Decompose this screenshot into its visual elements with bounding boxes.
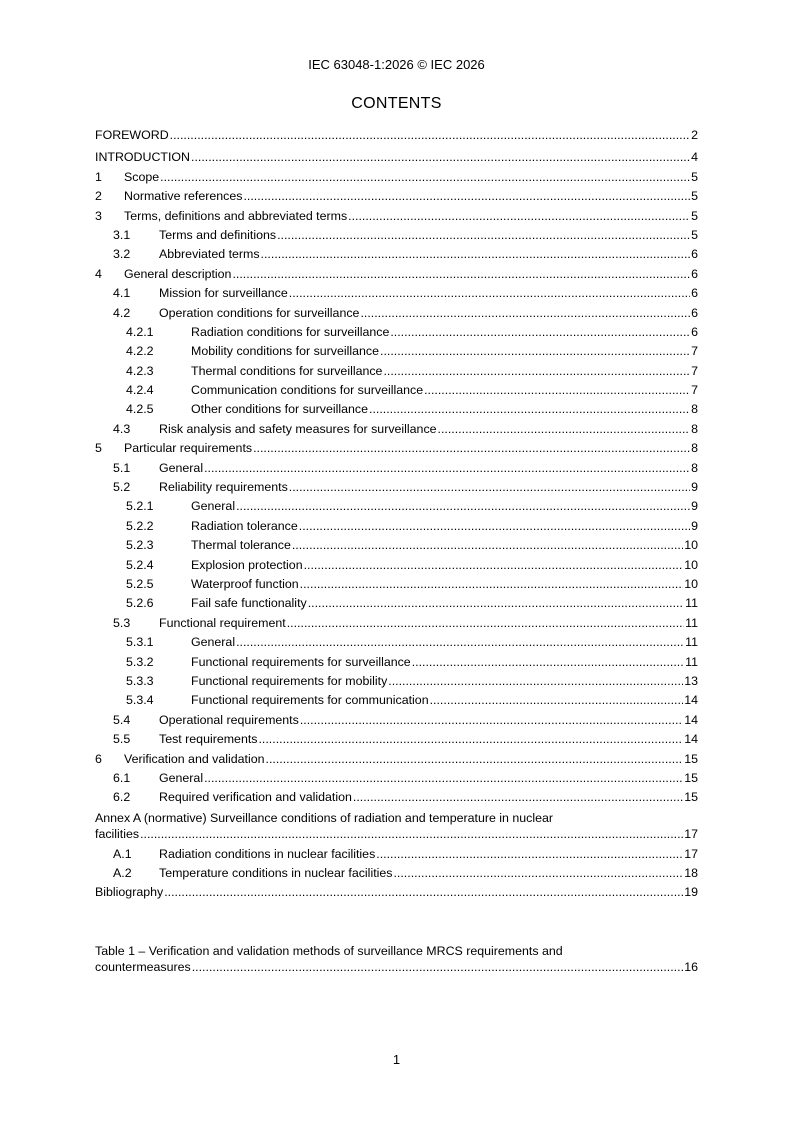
- dot-leader: [308, 594, 684, 613]
- toc-entry-title: Temperature conditions in nuclear facilities: [159, 866, 393, 881]
- toc-entry-page: 5: [691, 227, 698, 242]
- toc-entry-number: 3.1: [113, 227, 131, 242]
- toc-entry[interactable]: [95, 633, 698, 652]
- toc-entry-page: 6: [691, 266, 698, 281]
- toc-entry[interactable]: [95, 883, 698, 902]
- toc-entry-page: 5: [691, 169, 698, 184]
- toc-entry[interactable]: [95, 517, 698, 536]
- toc-entry[interactable]: [95, 711, 698, 730]
- toc-entry-title: Risk analysis and safety measures for surveillance: [159, 421, 437, 436]
- toc-entry-number: 4.2.1: [126, 324, 154, 339]
- dot-leader: [236, 633, 684, 652]
- dot-leader: [353, 788, 683, 807]
- toc-entry-title: Fail safe functionality: [191, 596, 307, 611]
- toc-entry[interactable]: [95, 653, 698, 672]
- dot-leader: [289, 478, 690, 497]
- toc-entry[interactable]: [95, 497, 698, 516]
- toc-entry[interactable]: [95, 672, 698, 691]
- toc-entry-number: 5.2: [113, 480, 131, 495]
- dot-leader: [164, 883, 683, 902]
- toc-entry[interactable]: [95, 304, 698, 323]
- toc-entry[interactable]: [95, 420, 698, 439]
- toc-entry-page: 15: [684, 770, 698, 785]
- toc-entry-title: Waterproof function: [191, 576, 299, 591]
- dot-leader: [204, 769, 683, 788]
- toc-entry-page: 2: [691, 128, 698, 142]
- toc-entry[interactable]: [95, 478, 698, 497]
- toc-entry-number: 6.2: [113, 790, 131, 805]
- toc-entry-number: 5.3.2: [126, 654, 154, 669]
- dot-leader: [393, 864, 683, 883]
- dot-leader: [191, 148, 690, 167]
- dot-leader: [261, 245, 691, 264]
- toc-entry[interactable]: [95, 126, 698, 145]
- dot-leader: [390, 323, 690, 342]
- toc-entry-number: 3: [95, 208, 102, 223]
- dot-leader: [292, 536, 683, 555]
- toc-entry[interactable]: [95, 342, 698, 361]
- dot-leader: [360, 304, 690, 323]
- toc-entry-number: 4.2.2: [126, 344, 154, 359]
- toc-entry-page: 11: [685, 635, 698, 650]
- toc-entry-page: 6: [691, 324, 698, 339]
- toc-entry-page: 8: [691, 460, 698, 475]
- dot-leader: [140, 826, 683, 842]
- toc-entry-page: 14: [684, 693, 698, 708]
- page-number: 1: [392, 1052, 401, 1067]
- toc-entry-number: 4.3: [113, 421, 131, 436]
- annex-entry[interactable]: [95, 810, 698, 842]
- toc-entry-page: 18: [684, 866, 698, 881]
- annex-entry-page: 17: [684, 826, 698, 841]
- toc-entry-page: 17: [684, 846, 698, 861]
- toc-entry-title: Mission for surveillance: [159, 286, 288, 301]
- dot-leader: [300, 575, 684, 594]
- dot-leader: [243, 187, 690, 206]
- toc-entry-number: 5.2.2: [126, 518, 154, 533]
- dot-leader: [258, 730, 683, 749]
- toc-entry-number: 1: [95, 169, 102, 184]
- toc-entry-page: 9: [691, 499, 698, 514]
- list-of-tables: [95, 943, 698, 975]
- toc-entry-page: 5: [691, 208, 698, 223]
- dot-leader: [170, 126, 690, 145]
- toc-entry[interactable]: [95, 788, 698, 807]
- toc-entry-title: Operational requirements: [159, 712, 299, 727]
- toc-entry[interactable]: [95, 187, 698, 206]
- dot-leader: [424, 381, 690, 400]
- toc-entry-title: Terms, definitions and abbreviated terms: [124, 208, 348, 223]
- dot-leader: [304, 556, 684, 575]
- annex-entry-title-continued: facilities: [95, 826, 140, 841]
- toc-entry-page: 6: [691, 286, 698, 301]
- dot-leader: [383, 362, 690, 381]
- toc-entry[interactable]: [95, 730, 698, 749]
- toc-entry[interactable]: [95, 614, 698, 633]
- dot-leader: [277, 226, 690, 245]
- toc-entry-page: 9: [691, 480, 698, 495]
- dot-leader: [376, 845, 683, 864]
- toc-entry[interactable]: [95, 245, 698, 264]
- toc-entry-number: 5: [95, 441, 102, 456]
- toc-entry-page: 9: [691, 518, 698, 533]
- toc-entry-number: 2: [95, 189, 102, 204]
- toc-entry-title: Normative references: [124, 189, 243, 204]
- toc-entry[interactable]: [95, 864, 698, 883]
- toc-entry-page: 11: [685, 654, 698, 669]
- toc-entry-title: Required verification and validation: [159, 790, 352, 805]
- toc-entry-page: 19: [684, 885, 698, 900]
- toc-entry-number: 5.3.3: [126, 673, 154, 688]
- toc-entry-title: General: [191, 635, 236, 650]
- toc-entry-title: Radiation conditions for surveillance: [191, 324, 390, 339]
- toc-entry-title: General description: [124, 266, 232, 281]
- toc-entry-page: 8: [691, 402, 698, 417]
- toc-entry-title: Bibliography: [95, 885, 164, 900]
- dot-leader: [348, 207, 690, 226]
- toc-entry[interactable]: [95, 323, 698, 342]
- toc-entry-title: Functional requirements for mobility: [191, 673, 388, 688]
- toc-entry[interactable]: [95, 691, 698, 710]
- toc-entry[interactable]: [95, 536, 698, 555]
- toc-entry-page: 7: [691, 383, 698, 398]
- toc-entry-page: 11: [685, 615, 698, 630]
- toc-entry-title: Verification and validation: [124, 751, 265, 766]
- toc-entry-number: 4.2.3: [126, 363, 154, 378]
- toc-entry-title: INTRODUCTION: [95, 150, 190, 165]
- toc-entry-number: 5.5: [113, 732, 131, 747]
- toc-entry-title: FOREWORD: [95, 128, 169, 142]
- toc-entry-page: 8: [691, 441, 698, 456]
- toc-entry-number: 4: [95, 266, 102, 281]
- dot-leader: [160, 168, 690, 187]
- page-header: IEC 63048-1:2026 © IEC 2026: [308, 57, 485, 72]
- toc-entry-number: A.1: [113, 846, 132, 861]
- toc-entry-number: 5.2.6: [126, 596, 154, 611]
- dot-leader: [388, 672, 683, 691]
- toc-entry-page: 10: [684, 557, 698, 572]
- toc-entry-title: General: [191, 499, 236, 514]
- toc-entry-number: 5.4: [113, 712, 131, 727]
- dot-leader: [299, 517, 690, 536]
- toc-entry-number: 5.1: [113, 460, 131, 475]
- toc-entry[interactable]: [95, 845, 698, 864]
- toc-entry-page: 14: [684, 712, 698, 727]
- toc-entry-page: 10: [684, 576, 698, 591]
- dot-leader: [232, 265, 690, 284]
- toc-entry-page: 5: [691, 189, 698, 204]
- toc-entry-title: Reliability requirements: [159, 480, 288, 495]
- dot-leader: [266, 750, 684, 769]
- toc-entry-page: 13: [684, 673, 698, 688]
- toc-entry-title: General: [159, 770, 204, 785]
- toc-entry-number: 5.2.1: [126, 499, 154, 514]
- toc-entry-page: 4: [691, 150, 698, 165]
- toc-entry-title: Explosion protection: [191, 557, 303, 572]
- toc-entry-title: Test requirements: [159, 732, 258, 747]
- toc-entry-title: Other conditions for surveillance: [191, 402, 368, 417]
- toc-entry-title: Functional requirement: [159, 615, 286, 630]
- toc-entry[interactable]: [95, 400, 698, 419]
- dot-leader: [430, 691, 684, 710]
- toc-entry[interactable]: [95, 556, 698, 575]
- toc-entry-number: 4.2: [113, 305, 131, 320]
- dot-leader: [204, 459, 690, 478]
- toc-entry-number: 5.3.4: [126, 693, 154, 708]
- toc-entry-title: Terms and definitions: [159, 227, 277, 242]
- toc-entry-title: Radiation conditions in nuclear facilities: [159, 846, 376, 861]
- toc-entry[interactable]: [95, 207, 698, 226]
- toc-entry[interactable]: [95, 148, 698, 167]
- dot-leader: [289, 284, 690, 303]
- dot-leader: [369, 400, 690, 419]
- toc-entry-page: 6: [691, 247, 698, 262]
- toc-entry-title: Abbreviated terms: [159, 247, 260, 262]
- toc-entry-number: 4.1: [113, 286, 131, 301]
- dot-leader: [300, 711, 683, 730]
- toc-entry-title: Functional requirements for surveillance: [191, 654, 411, 669]
- toc-entry-page: 7: [691, 344, 698, 359]
- toc-entry-number: A.2: [113, 866, 132, 881]
- toc-entry-title: General: [159, 460, 204, 475]
- table-entry-title-line-1: Table 1 – Verification and validation methods of surveillance MRCS requirements and: [95, 944, 563, 958]
- toc-entry-page: 7: [691, 363, 698, 378]
- toc-entry[interactable]: [95, 769, 698, 788]
- toc-entry[interactable]: [95, 750, 698, 769]
- toc-entry-number: 5.2.3: [126, 538, 154, 553]
- table-of-contents: [95, 126, 698, 903]
- toc-entry-page: 14: [684, 732, 698, 747]
- toc-entry[interactable]: [95, 168, 698, 187]
- toc-entry-number: 3.2: [113, 247, 131, 262]
- contents-title: CONTENTS: [351, 95, 442, 112]
- toc-entry-title: Operation conditions for surveillance: [159, 305, 360, 320]
- toc-entry-title: Thermal conditions for surveillance: [191, 363, 383, 378]
- dot-leader: [287, 614, 684, 633]
- toc-entry-title: Functional requirements for communication: [191, 693, 429, 708]
- toc-entry[interactable]: [95, 265, 698, 284]
- toc-entry-number: 5.2.4: [126, 557, 154, 572]
- table-entry-title-line-2: [95, 959, 698, 975]
- toc-entry-title: Particular requirements: [124, 441, 253, 456]
- annex-entry-title-line-1: Annex A (normative) Surveillance conditions of radiation and temperature in nuclear: [95, 810, 554, 825]
- toc-entry-page: 15: [684, 751, 698, 766]
- toc-entry-title: Thermal tolerance: [191, 538, 291, 553]
- annex-entry-title-line-2: [95, 826, 698, 842]
- toc-entry-title: Mobility conditions for surveillance: [191, 344, 380, 359]
- toc-entry[interactable]: [95, 226, 698, 245]
- toc-entry-title: Scope: [124, 169, 160, 184]
- dot-leader: [380, 342, 690, 361]
- toc-entry[interactable]: [95, 459, 698, 478]
- dot-leader: [253, 439, 690, 458]
- toc-entry-title: Radiation tolerance: [191, 518, 298, 533]
- toc-entry[interactable]: [95, 594, 698, 613]
- toc-entry-number: 6: [95, 751, 102, 766]
- toc-entry-number: 4.2.4: [126, 383, 154, 398]
- toc-entry-number: 5.3: [113, 615, 131, 630]
- toc-entry-page: 15: [684, 790, 698, 805]
- toc-entry[interactable]: [95, 575, 698, 594]
- dot-leader: [412, 653, 684, 672]
- toc-entry-number: 6.1: [113, 770, 131, 785]
- toc-entry-title: Communication conditions for surveillance: [191, 383, 424, 398]
- toc-entry[interactable]: [95, 284, 698, 303]
- toc-entry[interactable]: [95, 362, 698, 381]
- table-entry-page: 16: [684, 960, 698, 974]
- toc-entry-page: 10: [684, 538, 698, 553]
- toc-entry-page: 8: [691, 421, 698, 436]
- toc-entry-page: 6: [691, 305, 698, 320]
- table-entry-title-continued: countermeasures: [95, 960, 191, 974]
- dot-leader: [438, 420, 691, 439]
- toc-entry[interactable]: [95, 381, 698, 400]
- dot-leader: [236, 497, 690, 516]
- toc-entry-number: 4.2.5: [126, 402, 154, 417]
- dot-leader: [192, 959, 683, 975]
- toc-entry-number: 5.3.1: [126, 635, 154, 650]
- toc-entry-page: 11: [685, 596, 698, 611]
- toc-entry[interactable]: [95, 439, 698, 458]
- table-entry[interactable]: [95, 943, 698, 975]
- toc-entry-number: 5.2.5: [126, 576, 154, 591]
